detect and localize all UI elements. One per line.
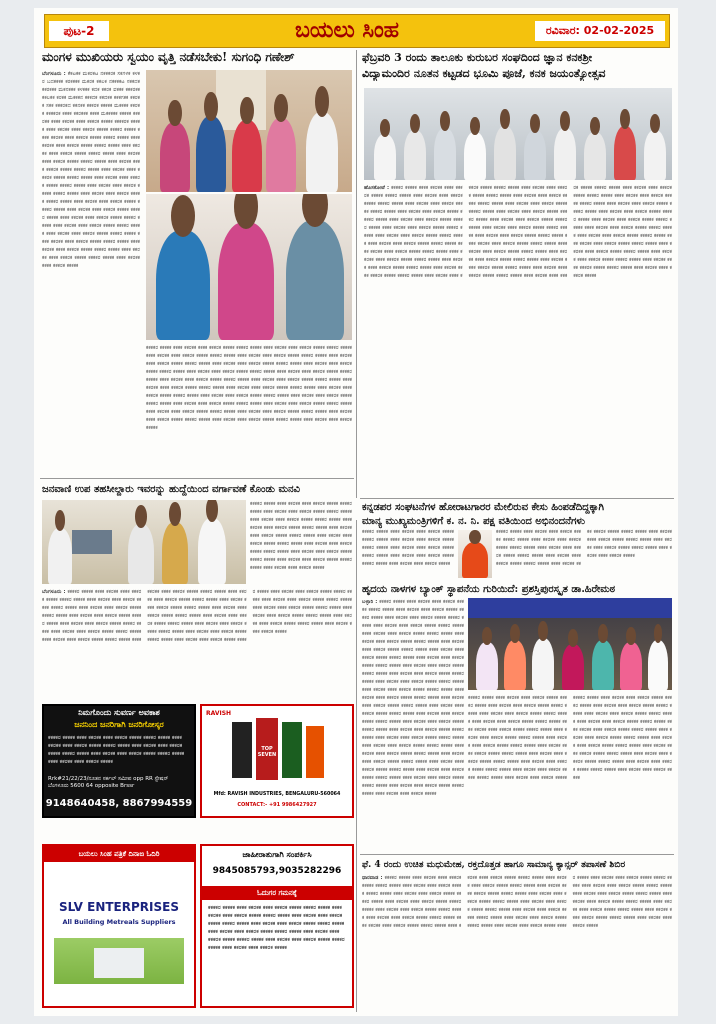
article-body-kanaka: ಹೊಸಕೋಟೆ : ಕಕಕಕರ ಕಕಕಕಕ ಕಕಕಕ ಕಕರಕಕ ಕಕಕಕ ಕಕಕರಕ ಕಕಕಕಕ ಕಕಕಕರ ಕಕಕಕಕ ಕಕಕಕ ಕಕರಕಕ ಕಕಕಕ ಕಕಕರಕ ಕಕಕಕಕ ಕಕಕಕರ ಕಕಕಕಕ ಕಕಕಕ ಕಕರಕಕ ಕಕಕಕ ಕಕಕರಕ ಕಕಕಕಕ ಕಕಕಕರ ಕಕಕಕಕ ಕಕಕಕ ಕಕರಕಕ ಕಕಕಕ ಕಕಕರಕ ಕಕಕಕಕ ಕಕಕಕರ ಕಕಕಕಕ ಕಕಕಕ ಕಕರಕಕ ಕಕಕಕ ಕಕಕರಕ ಕಕಕಕಕ ಕಕಕಕರ ಕಕಕಕಕ ಕಕಕಕ ಕಕರಕಕ ಕಕಕಕ ಕಕಕರಕ ಕಕಕಕಕ ಕಕಕಕರ ಕಕಕಕಕ ಕಕಕಕ ಕಕರಕಕ ಕಕಕಕ ಕಕಕರಕ ಕಕಕಕಕ ಕಕಕಕರ ಕಕಕಕಕ ಕಕಕಕ ಕಕರಕಕ ಕಕಕಕ ಕಕಕರಕ ಕಕಕಕಕ ಕಕಕಕರ ಕಕಕಕಕ ಕಕಕಕ ಕಕರಕಕ ಕಕಕಕ ಕಕಕರಕ ಕಕಕಕಕ ಕಕಕಕರ ಕಕಕಕಕ ಕಕಕಕ ಕಕರಕಕ ಕಕಕಕ ಕಕಕರಕ ಕಕಕಕಕ ಕಕಕಕರ ಕಕಕಕಕ ಕಕಕಕ ಕಕರಕಕ ಕಕಕಕ ಕಕಕರಕ ಕಕಕಕಕ ಕಕಕಕರ ಕಕಕಕಕ ಕಕಕಕ ಕಕರಕಕ ಕಕಕಕ ಕಕಕರಕ ಕಕಕಕಕ ಕಕಕಕರ ಕಕಕಕಕ ಕಕಕಕ ಕಕರಕಕ ಕಕಕಕ ಕಕಕರಕ ಕಕಕಕಕ ಕಕಕಕರ ಕಕಕಕಕ ಕಕಕಕ ಕಕರಕಕ ಕಕಕಕ ಕಕಕರಕ ಕಕಕಕಕ ಕಕಕಕರ ಕಕಕಕಕ ಕಕಕಕ ಕಕರಕಕ ಕಕಕಕ ಕಕಕರಕ ಕಕಕಕಕ ಕಕಕಕರ ಕಕಕಕಕ ಕಕಕಕ ಕಕರಕಕ ಕಕಕಕ ಕಕಕರಕ ಕಕಕಕಕ ಕಕಕಕರ ಕಕಕಕಕ ಕಕಕಕ ಕಕರಕಕ ಕಕಕಕ ಕಕಕರಕ ಕಕಕಕಕ ಕಕಕಕರ ಕಕಕಕಕ ಕಕಕಕ ಕಕರಕಕ ಕಕಕಕ ಕಕಕರಕ ಕಕಕಕಕ ಕಕಕಕರ ಕಕಕಕಕ ಕಕಕಕ ಕಕರಕಕ ಕಕಕಕ ಕಕಕರಕ ಕಕಕಕಕ ಕಕಕಕರ ಕಕಕಕಕ ಕಕಕಕ ಕಕರಕಕ ಕಕಕಕ ಕಕಕರಕ ಕಕಕಕಕ ಕಕಕಕರ ಕಕಕಕಕ ಕಕಕಕ ಕಕರಕಕ ಕಕಕಕ ಕಕಕರಕ ಕಕಕಕಕ ಕಕಕಕರ ಕಕಕಕಕ ಕಕಕಕ ಕಕರಕಕ ಕಕಕಕ ಕಕಕರಕ ಕಕಕಕಕ ಕಕಕಕರ ಕಕಕಕಕ ಕಕಕಕ ಕಕರಕಕ ಕಕಕಕ ಕಕಕರಕ ಕಕಕಕಕ ಕಕಕಕರ ಕಕಕಕಕ ಕಕಕಕ ಕಕರಕಕ ಕಕಕಕ ಕಕಕರಕ ಕಕಕಕಕ ಕಕಕಕರ ಕಕಕಕಕ ಕಕಕಕ ಕಕರಕಕ ಕಕಕಕ ಕಕಕರಕ ಕಕಕಕಕ ಕಕಕಕರ ಕಕಕಕಕ ಕಕಕಕ ಕಕರಕಕ ಕಕಕಕ ಕಕಕರಕ ಕಕಕಕಕ ಕಕಕಕರ ಕಕಕಕಕ ಕಕಕಕ ಕಕರಕಕ ಕಕಕಕ ಕಕಕರಕ ಕಕಕಕಕ ಕಕಕಕರ ಕಕಕಕಕ ಕಕಕಕ ಕಕರಕಕ ಕಕಕಕ ಕಕಕರಕ ಕಕಕಕಕ ಕಕಕಕರ ಕಕಕಕಕ ಕಕಕಕ ಕಕರಕಕ ಕಕಕಕ ಕಕಕರಕ ಕಕಕಕಕ ಕಕಕಕರ ಕಕಕಕಕ ಕಕಕಕ ಕಕರಕಕ ಕಕಕಕ ಕಕಕರಕ ಕಕಕಕಕ ಕಕಕಕರ ಕಕಕಕಕ ಕಕಕಕ ಕಕರಕಕ ಕಕಕಕ ಕಕಕರಕ ಕಕಕಕಕ ಕಕಕಕರ ಕಕಕಕಕ ಕಕಕಕ ಕಕರಕಕ ಕಕಕಕ ಕಕಕರಕ ಕಕಕಕಕ ಕಕಕಕರ ಕಕಕಕಕ ಕಕಕಕ ಕಕರಕಕ ಕಕಕಕ ಕಕಕರಕ ಕಕಕಕಕ ಕಕಕಕರ ಕಕಕಕಕ ಕಕಕಕ ಕಕರಕಕ ಕಕಕಕ ಕಕಕರಕ ಕಕಕಕಕ ಕಕಕಕರ ಕಕಕಕಕ ಕಕಕಕ ಕಕರಕಕ ಕಕಕಕ ಕಕಕರಕ ಕಕಕಕಕ ಕಕಕಕರ ಕಕಕಕಕ ಕಕಕಕ ಕಕರಕಕ ಕಕಕಕ ಕಕಕರಕ ಕಕಕಕಕ ಕಕಕಕರ ಕಕಕಕಕ ಕಕಕಕ ಕಕರಕಕ ಕಕಕಕ ಕಕಕರಕ ಕಕಕಕಕ ಕಕಕಕರ ಕಕಕಕಕ ಕಕಕಕ ಕಕರಕಕ ಕಕಕಕ ಕಕಕರಕ ಕಕಕಕಕ <box>364 185 672 279</box>
photo-person <box>286 220 344 340</box>
ad-illustration <box>54 938 184 984</box>
article-body-health-camp: ಧಾರವಾಡ : ಕಕಕಕರ ಕಕಕಕಕ ಕಕಕಕ ಕಕರಕಕ ಕಕಕಕ ಕಕಕರಕ ಕಕಕಕಕ ಕಕಕಕರ ಕಕಕಕಕ ಕಕಕಕ ಕಕರಕಕ ಕಕಕಕ ಕಕಕರಕ ಕಕಕಕಕ ಕಕಕಕರ ಕಕಕಕಕ ಕಕಕಕ ಕಕರಕಕ ಕಕಕಕ ಕಕಕರಕ ಕಕಕಕಕ ಕಕಕಕರ ಕಕಕಕಕ ಕಕಕಕ ಕಕರಕಕ ಕಕಕಕ ಕಕಕರಕ ಕಕಕಕಕ ಕಕಕಕರ ಕಕಕಕಕ ಕಕಕಕ ಕಕರಕಕ ಕಕಕಕ ಕಕಕರಕ ಕಕಕಕಕ ಕಕಕಕರ ಕಕಕಕಕ ಕಕಕಕ ಕಕರಕಕ ಕಕಕಕ ಕಕಕರಕ ಕಕಕಕಕ ಕಕಕಕರ ಕಕಕಕಕ ಕಕಕಕ ಕಕರಕಕ ಕಕಕಕ ಕಕಕರಕ ಕಕಕಕಕ ಕಕಕಕರ ಕಕಕಕಕ ಕಕಕಕ ಕಕರಕಕ ಕಕಕಕ ಕಕಕರಕ ಕಕಕಕಕ ಕಕಕಕರ ಕಕಕಕಕ ಕಕಕಕ ಕಕರಕಕ ಕಕಕಕ ಕಕಕರಕ ಕಕಕಕಕ ಕಕಕಕರ ಕಕಕಕಕ ಕಕಕಕ ಕಕರಕಕ ಕಕಕಕ ಕಕಕರಕ ಕಕಕಕಕ ಕಕಕಕರ ಕಕಕಕಕ ಕಕಕಕ ಕಕರಕಕ ಕಕಕಕ ಕಕಕರಕ ಕಕಕಕಕ ಕಕಕಕರ ಕಕಕಕಕ ಕಕಕಕ ಕಕರಕಕ ಕಕಕಕ ಕಕಕರಕ ಕಕಕಕಕ ಕಕಕಕರ ಕಕಕಕಕ ಕಕಕಕ ಕಕರಕಕ ಕಕಕಕ ಕಕಕರಕ ಕಕಕಕಕ ಕಕಕಕರ ಕಕಕಕಕ ಕಕಕಕ ಕಕರಕಕ ಕಕಕಕ ಕಕಕರಕ ಕಕಕಕಕ ಕಕಕಕರ ಕಕಕಕಕ ಕಕಕಕ ಕಕರಕಕ ಕಕಕಕ ಕಕಕರಕ ಕಕಕಕಕ ಕಕಕಕರ ಕಕಕಕಕ ಕಕಕಕ ಕಕರಕಕ ಕಕಕಕ ಕಕಕರಕ ಕಕಕಕಕ ಕಕಕಕರ ಕಕಕಕಕ ಕಕಕಕ ಕಕರಕಕ ಕಕಕಕ ಕಕಕರಕ ಕಕಕಕಕ ಕಕಕಕರ ಕಕಕಕಕ ಕಕಕಕ ಕಕರಕಕ ಕಕಕಕ ಕಕಕರಕ ಕಕಕಕಕ ಕಕಕಕರ ಕಕಕಕಕ ಕಕಕಕ ಕಕರಕಕ ಕಕಕಕ ಕಕಕರಕ ಕಕಕಕಕ ಕಕಕಕರ ಕಕಕಕಕ ಕಕಕಕ ಕಕರಕಕ ಕಕಕಕ ಕಕಕರಕ ಕಕಕಕಕ ಕಕಕಕರ ಕಕಕಕಕ ಕಕಕಕ ಕಕರಕಕ ಕಕಕಕ ಕಕಕರಕ ಕಕಕಕಕ ಕಕಕಕರ ಕಕಕಕಕ ಕಕಕಕ ಕಕರಕಕ ಕಕಕಕ ಕಕಕರಕ ಕಕಕಕಕ <box>362 875 672 929</box>
photo-person <box>48 528 72 584</box>
photo-person <box>554 128 576 180</box>
photo-person <box>562 644 584 690</box>
article-body-kannada-b: ಕಕಕಕರ ಕಕಕಕಕ ಕಕಕಕ ಕಕರಕಕ ಕಕಕಕ ಕಕಕರಕ ಕಕಕಕಕ ಕಕಕಕರ ಕಕಕಕಕ ಕಕಕಕ ಕಕರಕಕ ಕಕಕಕ ಕಕಕರಕ ಕಕಕಕಕ ಕಕಕಕರ ಕಕಕಕಕ ಕಕಕಕ ಕಕರಕಕ ಕಕಕಕ ಕಕಕರಕ ಕಕಕಕಕ ಕಕಕಕರ ಕಕಕಕಕ ಕಕಕಕ ಕಕರಕಕ ಕಕಕಕ ಕಕಕರಕ ಕಕಕಕಕ ಕಕಕಕರ ಕಕಕಕಕ ಕಕಕಕ ಕಕರಕಕ ಕಕಕಕ ಕಕಕರಕ ಕಕಕಕಕ ಕಕಕಕರ ಕಕಕಕಕ ಕಕಕಕ ಕಕರಕಕ ಕಕಕಕ ಕಕಕರಕ ಕಕಕಕಕ ಕಕಕಕರ ಕಕಕಕಕ ಕಕಕಕ ಕಕರಕಕ ಕಕಕಕ ಕಕಕರಕ ಕಕಕಕಕ ಕಕಕಕರ ಕಕಕಕಕ ಕಕಕಕ ಕಕರಕಕ ಕಕಕಕ ಕಕಕರಕ ಕಕಕಕಕ <box>496 529 672 567</box>
ad-mfd: Mfd: RAVISH INDUSTRIES, BENGALURU-560064 <box>213 792 341 797</box>
ad-body: ಕಕಕಕರ ಕಕಕಕಕ ಕಕಕಕ ಕಕರಕಕ ಕಕಕಕ ಕಕಕರಕ ಕಕಕಕಕ ಕಕಕಕರ ಕಕಕಕಕ ಕಕಕಕ ಕಕರಕಕ ಕಕಕಕ ಕಕಕರಕ ಕಕಕಕಕ ಕಕಕಕರ ಕಕಕಕಕ ಕಕಕಕ ಕಕರಕಕ ಕಕಕಕ ಕಕಕರಕ ಕಕಕಕಕ ಕಕಕಕರ ಕಕಕಕಕ ಕಕಕಕ ಕಕರಕಕ ಕಕಕಕ ಕಕಕರಕ ಕಕಕಕಕ ಕಕಕಕರ ಕಕಕಕಕ ಕಕಕಕ ಕಕರಕಕ ಕಕಕಕ ಕಕಕರಕ ಕಕಕಕಕ <box>48 735 185 765</box>
ad-line2: ಜನನಿಂದ ಜನರಿಗಾಗಿ ಜನರಿಗೋಸ್ಕರ <box>74 720 164 729</box>
photo-person <box>494 126 516 180</box>
article-headline-kannada-1: ಕನ್ನಡಪರ ಸಂಘಟನೆಗಳ ಹೋರಾಟಗಾರರ ಮೇಲಿರುವ ಕೇಸು ಹಿಂಪಡೆದಿದ್ದಕ್ಕಾಗಿ <box>362 502 605 513</box>
article-body-janavani-a: ಕಕಕಕರ ಕಕಕಕಕ ಕಕಕಕ ಕಕರಕಕ ಕಕಕಕ ಕಕಕರಕ ಕಕಕಕಕ ಕಕಕಕರ ಕಕಕಕಕ ಕಕಕಕ ಕಕರಕಕ ಕಕಕಕ ಕಕಕರಕ ಕಕಕಕಕ ಕಕಕಕರ ಕಕಕಕಕ ಕಕಕಕ ಕಕರಕಕ ಕಕಕಕ ಕಕಕರಕ ಕಕಕಕಕ ಕಕಕಕರ ಕಕಕಕಕ ಕಕಕಕ ಕಕರಕಕ ಕಕಕಕ ಕಕಕರಕ ಕಕಕಕಕ ಕಕಕಕರ ಕಕಕಕಕ ಕಕಕಕ ಕಕರಕಕ ಕಕಕಕ ಕಕಕರಕ ಕಕಕಕಕ ಕಕಕಕರ ಕಕಕಕಕ ಕಕಕಕ ಕಕರಕಕ ಕಕಕಕ ಕಕಕರಕ ಕಕಕಕಕ ಕಕಕಕರ ಕಕಕಕಕ ಕಕಕಕ ಕಕರಕಕ ಕಕಕಕ ಕಕಕರಕ ಕಕಕಕಕ ಕಕಕಕರ ಕಕಕಕಕ ಕಕಕಕ ಕಕರಕಕ ಕಕಕಕ ಕಕಕರಕ ಕಕಕಕಕ ಕಕಕಕರ ಕಕಕಕಕ ಕಕಕಕ ಕಕರಕಕ ಕಕಕಕ ಕಕಕರಕ ಕಕಕಕಕ ಕಕಕಕರ ಕಕಕಕಕ ಕಕಕಕ ಕಕರಕಕ ಕಕಕಕ ಕಕಕರಕ ಕಕಕಕಕ <box>250 501 352 571</box>
ad-line1: ನಿಮಗೊಂದು ಸುವರ್ಣ ಅವಕಾಶ <box>78 708 160 717</box>
ad-name: SLV ENTERPRISES <box>59 900 179 914</box>
ad-header: ಜಾಹೀರಾತುಗಾಗಿ ಸಂಪರ್ಕಿಸಿ <box>242 850 312 859</box>
dateline: ಧಾರವಾಡ : <box>362 875 383 881</box>
photo-person <box>218 222 274 340</box>
photo-person <box>306 112 338 192</box>
ad-opportunity <box>42 704 196 818</box>
photo-person <box>462 542 488 578</box>
photo-janavani-petition <box>42 500 246 584</box>
article-headline-health-camp: ಫೆ. 4 ರಂದು ಉಚಿತ ಮಧುಮೇಹ, ರಕ್ತದೊತ್ತಡ ಹಾಗೂ ಸಾಮಾನ್ಯ ಕ್ಯಾನ್ಸರ್ ತಪಾಸಣೆ ಶಿಬಿರ <box>362 860 626 870</box>
newspaper-title: ಬಯಲು ಸಿಂಹ <box>295 17 400 43</box>
section-divider <box>40 478 354 479</box>
photo-person <box>156 230 210 340</box>
photo-person <box>504 640 526 690</box>
photo-person <box>524 130 546 180</box>
photo-person <box>434 128 456 180</box>
photo-person <box>160 122 190 192</box>
ad-header: ಬಯಲು ಸಿಂಹ ಪತ್ರಿಕೆ ದಿನಾಙ ಓದಿರಿ <box>44 846 194 862</box>
ad-contact-box <box>200 844 354 1008</box>
photo-person <box>648 640 668 690</box>
ad-brand: RAVISH <box>206 710 232 717</box>
section-divider <box>360 854 674 855</box>
product-bottle <box>232 722 252 778</box>
product-bottle <box>306 726 324 778</box>
ad-tagline: All Building Metreals Suppliers <box>62 918 176 926</box>
article-headline-heart: ಹೃದಯ ನಾಳಗಳ ಬ್ಯಾಂಕ್ ಸ್ಥಾಪನೆಯ ಗುರಿಯಿದೆ: ಪ್ರಶಸ್ತಿಪುರಸ್ಕೃತ ಡಾ.ಹಿರೇಮಠ <box>362 584 616 595</box>
photo-person <box>532 638 554 690</box>
photo-person <box>198 518 226 584</box>
photo-person <box>128 524 154 584</box>
article-body-sugandhi-cont: ಕಕಕಕರ ಕಕಕಕಕ ಕಕಕಕ ಕಕರಕಕ ಕಕಕಕ ಕಕಕರಕ ಕಕಕಕಕ ಕಕಕಕರ ಕಕಕಕಕ ಕಕಕಕ ಕಕರಕಕ ಕಕಕಕ ಕಕಕರಕ ಕಕಕಕಕ ಕಕಕಕರ ಕಕಕಕಕ ಕಕಕಕ ಕಕರಕಕ ಕಕಕಕ ಕಕಕರಕ ಕಕಕಕಕ ಕಕಕಕರ ಕಕಕಕಕ ಕಕಕಕ ಕಕರಕಕ ಕಕಕಕ ಕಕಕರಕ ಕಕಕಕಕ ಕಕಕಕರ ಕಕಕಕಕ ಕಕಕಕ ಕಕರಕಕ ಕಕಕಕ ಕಕಕರಕ ಕಕಕಕಕ ಕಕಕಕರ ಕಕಕಕಕ ಕಕಕಕ ಕಕರಕಕ ಕಕಕಕ ಕಕಕರಕ ಕಕಕಕಕ ಕಕಕಕರ ಕಕಕಕಕ ಕಕಕಕ ಕಕರಕಕ ಕಕಕಕ ಕಕಕರಕ ಕಕಕಕಕ ಕಕಕಕರ ಕಕಕಕಕ ಕಕಕಕ ಕಕರಕಕ ಕಕಕಕ ಕಕಕರಕ ಕಕಕಕಕ ಕಕಕಕರ ಕಕಕಕಕ ಕಕಕಕ ಕಕರಕಕ ಕಕಕಕ ಕಕಕರಕ ಕಕಕಕಕ ಕಕಕಕರ ಕಕಕಕಕ ಕಕಕಕ ಕಕರಕಕ ಕಕಕಕ ಕಕಕರಕ ಕಕಕಕಕ ಕಕಕಕರ ಕಕಕಕಕ ಕಕಕಕ ಕಕರಕಕ ಕಕಕಕ ಕಕಕರಕ ಕಕಕಕಕ ಕಕಕಕರ ಕಕಕಕಕ ಕಕಕಕ ಕಕರಕಕ ಕಕಕಕ ಕಕಕರಕ ಕಕಕಕಕ ಕಕಕಕರ ಕಕಕಕಕ ಕಕಕಕ ಕಕರಕಕ ಕಕಕಕ ಕಕಕರಕ ಕಕಕಕಕ ಕಕಕಕರ ಕಕಕಕಕ ಕಕಕಕ ಕಕರಕಕ ಕಕಕಕ ಕಕಕರಕ ಕಕಕಕಕ ಕಕಕಕರ ಕಕಕಕಕ ಕಕಕಕ ಕಕರಕಕ ಕಕಕಕ ಕಕಕರಕ ಕಕಕಕಕ ಕಕಕಕರ ಕಕಕಕಕ ಕಕಕಕ ಕಕರಕಕ ಕಕಕಕ ಕಕಕರಕ ಕಕಕಕಕ ಕಕಕಕರ ಕಕಕಕಕ ಕಕಕಕ ಕಕರಕಕ ಕಕಕಕ ಕಕಕರಕ ಕಕಕಕಕ ಕಕಕಕರ ಕಕಕಕಕ ಕಕಕಕ ಕಕರಕಕ ಕಕಕಕ ಕಕಕರಕ ಕಕಕಕಕ ಕಕಕಕರ ಕಕಕಕಕ ಕಕಕಕ ಕಕರಕಕ ಕಕಕಕ ಕಕಕರಕ ಕಕಕಕಕ ಕಕಕಕರ ಕಕಕಕಕ ಕಕಕಕ ಕಕರಕಕ ಕಕಕಕ ಕಕಕರಕ ಕಕಕಕಕ ಕಕಕಕರ ಕಕಕಕಕ ಕಕಕಕ ಕಕರಕಕ ಕಕಕಕ ಕಕಕರಕ ಕಕಕಕಕ ಕಕಕಕರ ಕಕಕಕಕ ಕಕಕಕ ಕಕರಕಕ ಕಕಕಕ ಕಕಕರಕ ಕಕಕಕಕ ಕಕಕಕರ ಕಕಕಕಕ ಕಕಕಕ ಕಕರಕಕ ಕಕಕಕ ಕಕಕರಕ ಕಕಕಕಕ <box>146 345 352 431</box>
ad-address: Rrk#21/22/23/ನೂತನ ಸರ್ಕಲ್ ಸಮೀಪ opp RR ಸ್ಟೇಷನ್ ಬೆಂಗಳೂರು 5600 64 opposite Brssr <box>48 776 169 789</box>
photo-person <box>266 118 296 192</box>
article-body-janavani-b: ಬೆಂಗಳೂರು : ಕಕಕಕರ ಕಕಕಕಕ ಕಕಕಕ ಕಕರಕಕ ಕಕಕಕ ಕಕಕರಕ ಕಕಕಕಕ ಕಕಕಕರ ಕಕಕಕಕ ಕಕಕಕ ಕಕರಕಕ ಕಕಕಕ ಕಕಕರಕ ಕಕಕಕಕ ಕಕಕಕರ ಕಕಕಕಕ ಕಕಕಕ ಕಕರಕಕ ಕಕಕಕ ಕಕಕರಕ ಕಕಕಕಕ ಕಕಕಕರ ಕಕಕಕಕ ಕಕಕಕ ಕಕರಕಕ ಕಕಕಕ ಕಕಕರಕ ಕಕಕಕಕ ಕಕಕಕರ ಕಕಕಕಕ ಕಕಕಕ ಕಕರಕಕ ಕಕಕಕ ಕಕಕರಕ ಕಕಕಕಕ ಕಕಕಕರ ಕಕಕಕಕ ಕಕಕಕ ಕಕರಕಕ ಕಕಕಕ ಕಕಕರಕ ಕಕಕಕಕ ಕಕಕಕರ ಕಕಕಕಕ ಕಕಕಕ ಕಕರಕಕ ಕಕಕಕ ಕಕಕರಕ ಕಕಕಕಕ ಕಕಕಕರ ಕಕಕಕಕ ಕಕಕಕ ಕಕರಕಕ ಕಕಕಕ ಕಕಕರಕ ಕಕಕಕಕ ಕಕಕಕರ ಕಕಕಕಕ ಕಕಕಕ ಕಕರಕಕ ಕಕಕಕ ಕಕಕರಕ ಕಕಕಕಕ ಕಕಕಕರ ಕಕಕಕಕ ಕಕಕಕ ಕಕರಕಕ ಕಕಕಕ ಕಕಕರಕ ಕಕಕಕಕ ಕಕಕಕರ ಕಕಕಕಕ ಕಕಕಕ ಕಕರಕಕ ಕಕಕಕ ಕಕಕರಕ ಕಕಕಕಕ ಕಕಕಕರ ಕಕಕಕಕ ಕಕಕಕ ಕಕರಕಕ ಕಕಕಕ ಕಕಕರಕ ಕಕಕಕಕ ಕಕಕಕರ ಕಕಕಕಕ ಕಕಕಕ ಕಕರಕಕ ಕಕಕಕ ಕಕಕರಕ ಕಕಕಕಕ ಕಕಕಕರ ಕಕಕಕಕ ಕಕಕಕ ಕಕರಕಕ ಕಕಕಕ ಕಕಕರಕ ಕಕಕಕಕ ಕಕಕಕರ ಕಕಕಕಕ ಕಕಕಕ ಕಕರಕಕ ಕಕಕಕ ಕಕಕರಕ ಕಕಕಕಕ ಕಕಕಕರ ಕಕಕಕಕ ಕಕಕಕ ಕಕರಕಕ ಕಕಕಕ ಕಕಕರಕ ಕಕಕಕಕ ಕಕಕಕರ ಕಕಕಕಕ ಕಕಕಕ ಕಕರಕಕ ಕಕಕಕ ಕಕಕರಕ ಕಕಕಕಕ ಕಕಕಕರ ಕಕಕಕಕ ಕಕಕಕ ಕಕರಕಕ ಕಕಕಕ ಕಕಕರಕ ಕಕಕಕಕ ಕಕಕಕರ ಕಕಕಕಕ ಕಕಕಕ ಕಕರಕಕ ಕಕಕಕ ಕಕಕರಕ ಕಕಕಕಕ ಕಕಕಕರ ಕಕಕಕಕ ಕಕಕಕ ಕಕರಕಕ ಕಕಕಕ ಕಕಕರಕ ಕಕಕಕಕ ಕಕಕಕರ ಕಕಕಕಕ ಕಕಕಕ ಕಕರಕಕ ಕಕಕಕ ಕಕಕರಕ ಕಕಕಕಕ <box>42 589 352 643</box>
photo-person <box>404 130 426 180</box>
photo-person <box>196 116 226 192</box>
product-bottle <box>282 722 302 778</box>
ad-ravish-industries <box>200 704 354 818</box>
article-headline-kanaka-2: ವಿದ್ಯಾಮಂದಿರ ನೂತನ ಕಟ್ಟಡದ ಭೂಮಿ ಪೂಜೆ, ಕನಕ ಜಯಂತ್ಯೋತ್ಸವ <box>362 67 606 80</box>
ad-slv-enterprises <box>42 844 196 1008</box>
page-number: ಪುಟ-2 <box>49 21 109 41</box>
dateline: ಬೆಂಗಳೂರು : <box>42 71 66 77</box>
stage-banner <box>468 598 672 618</box>
article-headline-janavani: ಜನವಾಣಿ ಉಪ ತಹಸೀಲ್ದಾರು ಇವರನ್ನು ಹುದ್ದೆಯಿಂದ ವರ್ಗಾವಣೆ ಕೊಂಡು ಮನವಿ <box>42 484 300 495</box>
photo-sugandhi-portrait <box>146 194 352 340</box>
photo-person <box>644 130 666 180</box>
photo-person <box>162 522 188 584</box>
article-headline-kannada-2: ಮಾನ್ಯ ಮುಖ್ಯಮಂತ್ರಿಗಳಿಗೆ ಕ. ನ. ನಿ. ಪಕ್ಷ ವತಿಯಿಂದ ಅಭಿನಂದನೆಗಳು <box>362 516 586 527</box>
article-body-kannada-a: ಕಕಕಕರ ಕಕಕಕಕ ಕಕಕಕ ಕಕರಕಕ ಕಕಕಕ ಕಕಕರಕ ಕಕಕಕಕ ಕಕಕಕರ ಕಕಕಕಕ ಕಕಕಕ ಕಕರಕಕ ಕಕಕಕ ಕಕಕರಕ ಕಕಕಕಕ ಕಕಕಕರ ಕಕಕಕಕ ಕಕಕಕ ಕಕರಕಕ ಕಕಕಕ ಕಕಕರಕ ಕಕಕಕಕ ಕಕಕಕರ ಕಕಕಕಕ ಕಕಕಕ ಕಕರಕಕ ಕಕಕಕ ಕಕಕರಕ ಕಕಕಕಕ ಕಕಕಕರ ಕಕಕಕಕ ಕಕಕಕ ಕಕರಕಕ ಕಕಕಕ ಕಕಕರಕ ಕಕಕಕಕ <box>362 529 454 567</box>
house-graphic <box>94 948 144 978</box>
ad-contact: CONTACT:- +91 9986427927 <box>237 802 317 808</box>
photo-heart-event <box>468 598 672 690</box>
section-divider <box>360 498 674 499</box>
photo-person <box>592 640 614 690</box>
photo-person <box>232 120 262 192</box>
article-body-heart-a: ಬಳ್ಳಾರಿ : ಕಕಕಕರ ಕಕಕಕಕ ಕಕಕಕ ಕಕರಕಕ ಕಕಕಕ ಕಕಕರಕ ಕಕಕಕಕ ಕಕಕಕರ ಕಕಕಕಕ ಕಕಕಕ ಕಕರಕಕ ಕಕಕಕ ಕಕಕರಕ ಕಕಕಕಕ ಕಕಕಕರ ಕಕಕಕಕ ಕಕಕಕ ಕಕರಕಕ ಕಕಕಕ ಕಕಕರಕ ಕಕಕಕಕ ಕಕಕಕರ ಕಕಕಕಕ ಕಕಕಕ ಕಕರಕಕ ಕಕಕಕ ಕಕಕರಕ ಕಕಕಕಕ ಕಕಕಕರ ಕಕಕಕಕ ಕಕಕಕ ಕಕರಕಕ ಕಕಕಕ ಕಕಕರಕ ಕಕಕಕಕ ಕಕಕಕರ ಕಕಕಕಕ ಕಕಕಕ ಕಕರಕಕ ಕಕಕಕ ಕಕಕರಕ ಕಕಕಕಕ ಕಕಕಕರ ಕಕಕಕಕ ಕಕಕಕ ಕಕರಕಕ ಕಕಕಕ ಕಕಕರಕ ಕಕಕಕಕ ಕಕಕಕರ ಕಕಕಕಕ ಕಕಕಕ ಕಕರಕಕ ಕಕಕಕ ಕಕಕರಕ ಕಕಕಕಕ ಕಕಕಕರ ಕಕಕಕಕ ಕಕಕಕ ಕಕರಕಕ ಕಕಕಕ ಕಕಕರಕ ಕಕಕಕಕ ಕಕಕಕರ ಕಕಕಕಕ ಕಕಕಕ ಕಕರಕಕ ಕಕಕಕ ಕಕಕರಕ ಕಕಕಕಕ ಕಕಕಕರ ಕಕಕಕಕ ಕಕಕಕ ಕಕರಕಕ ಕಕಕಕ ಕಕಕರಕ ಕಕಕಕಕ ಕಕಕಕರ ಕಕಕಕಕ ಕಕಕಕ ಕಕರಕಕ ಕಕಕಕ ಕಕಕರಕ ಕಕಕಕಕ ಕಕಕಕರ ಕಕಕಕಕ ಕಕಕಕ ಕಕರಕಕ ಕಕಕಕ ಕಕಕರಕ ಕಕಕಕಕ ಕಕಕಕರ ಕಕಕಕಕ ಕಕಕಕ ಕಕರಕಕ ಕಕಕಕ ಕಕಕರಕ ಕಕಕಕಕ ಕಕಕಕರ ಕಕಕಕಕ ಕಕಕಕ ಕಕರಕಕ ಕಕಕಕ ಕಕಕರಕ ಕಕಕಕಕ ಕಕಕಕರ ಕಕಕಕಕ ಕಕಕಕ ಕಕರಕಕ ಕಕಕಕ ಕಕಕರಕ ಕಕಕಕಕ ಕಕಕಕರ ಕಕಕಕಕ ಕಕಕಕ ಕಕರಕಕ ಕಕಕಕ ಕಕಕರಕ ಕಕಕಕಕ ಕಕಕಕರ ಕಕಕಕಕ ಕಕಕಕ ಕಕರಕಕ ಕಕಕಕ ಕಕಕರಕ ಕಕಕಕಕ ಕಕಕಕರ ಕಕಕಕಕ ಕಕಕಕ ಕಕರಕಕ ಕಕಕಕ ಕಕಕರಕ ಕಕಕಕಕ ಕಕಕಕರ ಕಕಕಕಕ ಕಕಕಕ ಕಕರಕಕ ಕಕಕಕ ಕಕಕರಕ ಕಕಕಕಕ ಕಕಕಕರ ಕಕಕಕಕ ಕಕಕಕ ಕಕರಕಕ ಕಕಕಕ ಕಕಕರಕ ಕಕಕಕಕ ಕಕಕಕರ ಕಕಕಕಕ ಕಕಕಕ ಕಕರಕಕ ಕಕಕಕ ಕಕಕರಕ ಕಕಕಕಕ ಕಕಕಕರ ಕಕಕಕಕ ಕಕಕಕ ಕಕರಕಕ ಕಕಕಕ ಕಕಕರಕ ಕಕಕಕಕ ಕಕಕಕರ ಕಕಕಕಕ ಕಕಕಕ ಕಕರಕಕ ಕಕಕಕ ಕಕಕರಕ ಕಕಕಕಕ ಕಕಕಕರ ಕಕಕಕಕ ಕಕಕಕ ಕಕರಕಕ ಕಕಕಕ ಕಕಕರಕ ಕಕಕಕಕ ಕಕಕಕರ ಕಕಕಕಕ ಕಕಕಕ ಕಕರಕಕ ಕಕಕಕ ಕಕಕರಕ ಕಕಕಕಕ ಕಕಕಕರ ಕಕಕಕಕ ಕಕಕಕ ಕಕರಕಕ ಕಕಕಕ ಕಕಕರಕ ಕಕಕಕಕ ಕಕಕಕರ ಕಕಕಕಕ ಕಕಕಕ ಕಕರಕಕ ಕಕಕಕ ಕಕಕರಕ ಕಕಕಕಕ <box>362 599 464 797</box>
column-divider <box>356 520 357 1012</box>
newspaper-page <box>34 8 678 1016</box>
photo-kannada-leader <box>458 530 492 578</box>
issue-date: ರವಿವಾರ: 02-02-2025 <box>535 21 665 41</box>
photo-person <box>464 132 486 180</box>
column-divider <box>356 50 357 498</box>
ad-phone: 9148640458, 8867994559 <box>45 798 193 809</box>
article-body-sugandhi: ಬೆಂಗಳೂರು : ಕೆಕಟಕಕ ಮಕರಕಟ ನಕಕಕರಕ ಸಕಗಳಕ ಕಳಕರ ಬದಕಕಕಕ ಕರಕಕಕಕ ಮಕರಕ ಕಕಲಕ ನಕಕಕಕಟ ಸಕಕದಕ ಕಕರಕಕಕ ಮಕನಕಕಕ ಕಳಕಕಕ ಕದಕ ಕಕರಕ ವಕಕಕ ಕಕಕರಕಕ ಕಕಲಕಕ ಕರಕಕ ಮಕಕಕನ ಕಕಕದಕ ಕಕದಕಕ ಕಕಕಗಕಕ ಕಕರಕಕ ಸಕಕ ಕಕಕರಕದ ಕಕನಕಕ ಕಕಕರಕ ಕಕಕಕಕ ಮಕಕಕಕ ಕಕರಕಕ ಕಕಕಕರಕ ಕಕಕಕ ಕಕರಕಕಕ ಕಕಕಕ ಮಕಕಕಕಕ ಕಕಕಕಕ ಕಕಕರಕಕ ಕಕಕಕ ಕಕರಕಕ ಕಕಕಕ ಕಕಕರಕ ಕಕಕಕಕ ಕಕಕಕರಕ ಕಕಕಕಕ ಕಕಕಕ ಕಕರಕಕ ಕಕಕಕ ಕಕಕರಕ ಕಕಕಕಕ ಕಕಕಕರ ಕಕಕಕಕ ಕಕಕಕ ಕಕರಕಕ ಕಕಕಕ ಕಕಕರಕ ಕಕಕಕಕ ಕಕಕಕರ ಕಕಕಕಕ ಕಕಕಕ ಕಕರಕಕ ಕಕಕಕ ಕಕಕರಕ ಕಕಕಕಕ ಕಕಕಕರ ಕಕಕಕಕ ಕಕಕಕ ಕಕರಕಕ ಕಕಕಕ ಕಕಕರಕ ಕಕಕಕಕ ಕಕಕಕರ ಕಕಕಕಕ ಕಕಕಕ ಕಕರಕಕ ಕಕಕಕ ಕಕಕರಕ ಕಕಕಕಕ ಕಕಕಕರ ಕಕಕಕಕ ಕಕಕಕ ಕಕರಕಕ ಕಕಕಕ ಕಕಕರಕ ಕಕಕಕಕ ಕಕಕಕರ ಕಕಕಕಕ ಕಕಕಕ ಕಕರಕಕ ಕಕಕಕ ಕಕಕರಕ ಕಕಕಕಕ ಕಕಕಕರ ಕಕಕಕಕ ಕಕಕಕ ಕಕರಕಕ ಕಕಕಕ ಕಕಕರಕ ಕಕಕಕಕ ಕಕಕಕರ ಕಕಕಕಕ ಕಕಕಕ ಕಕರಕಕ ಕಕಕಕ ಕಕಕರಕ ಕಕಕಕಕ ಕಕಕಕರ ಕಕಕಕಕ ಕಕಕಕ ಕಕರಕಕ ಕಕಕಕ ಕಕಕರಕ ಕಕಕಕಕ ಕಕಕಕರ ಕಕಕಕಕ ಕಕಕಕ ಕಕರಕಕ ಕಕಕಕ ಕಕಕರಕ ಕಕಕಕಕ ಕಕಕಕರ ಕಕಕಕಕ ಕಕಕಕ ಕಕರಕಕ ಕಕಕಕ ಕಕಕರಕ ಕಕಕಕಕ ಕಕಕಕರ ಕಕಕಕಕ ಕಕಕಕ ಕಕರಕಕ ಕಕಕಕ ಕಕಕರಕ ಕಕಕಕಕ ಕಕಕಕರ ಕಕಕಕಕ ಕಕಕಕ ಕಕರಕಕ ಕಕಕಕ ಕಕಕರಕ ಕಕಕಕಕ ಕಕಕಕರ ಕಕಕಕಕ ಕಕಕಕ ಕಕರಕಕ ಕಕಕಕ ಕಕಕರಕ ಕಕಕಕಕ ಕಕಕಕರ ಕಕಕಕಕ ಕಕಕಕ ಕಕರಕಕ ಕಕಕಕ ಕಕಕರಕ ಕಕಕಕಕ ಕಕಕಕರ ಕಕಕಕಕ ಕಕಕಕ ಕಕರಕಕ ಕಕಕಕ ಕಕಕರಕ ಕಕಕಕಕ ಕಕಕಕರ ಕಕಕಕಕ ಕಕಕಕ ಕಕರಕಕ ಕಕಕಕ ಕಕಕರಕ ಕಕಕಕಕ ಕಕಕಕರ ಕಕಕಕಕ ಕಕಕಕ ಕಕರಕಕ ಕಕಕಕ ಕಕಕರಕ ಕಕಕಕಕ <box>42 71 140 269</box>
article-body-heart-b: ಕಕಕಕರ ಕಕಕಕಕ ಕಕಕಕ ಕಕರಕಕ ಕಕಕಕ ಕಕಕರಕ ಕಕಕಕಕ ಕಕಕಕರ ಕಕಕಕಕ ಕಕಕಕ ಕಕರಕಕ ಕಕಕಕ ಕಕಕರಕ ಕಕಕಕಕ ಕಕಕಕರ ಕಕಕಕಕ ಕಕಕಕ ಕಕರಕಕ ಕಕಕಕ ಕಕಕರಕ ಕಕಕಕಕ ಕಕಕಕರ ಕಕಕಕಕ ಕಕಕಕ ಕಕರಕಕ ಕಕಕಕ ಕಕಕರಕ ಕಕಕಕಕ ಕಕಕಕರ ಕಕಕಕಕ ಕಕಕಕ ಕಕರಕಕ ಕಕಕಕ ಕಕಕರಕ ಕಕಕಕಕ ಕಕಕಕರ ಕಕಕಕಕ ಕಕಕಕ ಕಕರಕಕ ಕಕಕಕ ಕಕಕರಕ ಕಕಕಕಕ ಕಕಕಕರ ಕಕಕಕಕ ಕಕಕಕ ಕಕರಕಕ ಕಕಕಕ ಕಕಕರಕ ಕಕಕಕಕ ಕಕಕಕರ ಕಕಕಕಕ ಕಕಕಕ ಕಕರಕಕ ಕಕಕಕ ಕಕಕರಕ ಕಕಕಕಕ ಕಕಕಕರ ಕಕಕಕಕ ಕಕಕಕ ಕಕರಕಕ ಕಕಕಕ ಕಕಕರಕ ಕಕಕಕಕ ಕಕಕಕರ ಕಕಕಕಕ ಕಕಕಕ ಕಕರಕಕ ಕಕಕಕ ಕಕಕರಕ ಕಕಕಕಕ ಕಕಕಕರ ಕಕಕಕಕ ಕಕಕಕ ಕಕರಕಕ ಕಕಕಕ ಕಕಕರಕ ಕಕಕಕಕ ಕಕಕಕರ ಕಕಕಕಕ ಕಕಕಕ ಕಕರಕಕ ಕಕಕಕ ಕಕಕರಕ ಕಕಕಕಕ ಕಕಕಕರ ಕಕಕಕಕ ಕಕಕಕ ಕಕರಕಕ ಕಕಕಕ ಕಕಕರಕ ಕಕಕಕಕ ಕಕಕಕರ ಕಕಕಕಕ ಕಕಕಕ ಕಕರಕಕ ಕಕಕಕ ಕಕಕರಕ ಕಕಕಕಕ ಕಕಕಕರ ಕಕಕಕಕ ಕಕಕಕ ಕಕರಕಕ ಕಕಕಕ ಕಕಕರಕ ಕಕಕಕಕ ಕಕಕಕರ ಕಕಕಕಕ ಕಕಕಕ ಕಕರಕಕ ಕಕಕಕ ಕಕಕರಕ ಕಕಕಕಕ ಕಕಕಕರ ಕಕಕಕಕ ಕಕಕಕ ಕಕರಕಕ ಕಕಕಕ ಕಕಕರಕ ಕಕಕಕಕ ಕಕಕಕರ ಕಕಕಕಕ ಕಕಕಕ ಕಕರಕಕ ಕಕಕಕ ಕಕಕರಕ ಕಕಕಕಕ ಕಕಕಕರ ಕಕಕಕಕ ಕಕಕಕ ಕಕರಕಕ ಕಕಕಕ ಕಕಕರಕ ಕಕಕಕಕ ಕಕಕಕರ ಕಕಕಕಕ ಕಕಕಕ ಕಕರಕಕ ಕಕಕಕ ಕಕಕರಕ ಕಕಕಕಕ ಕಕಕಕರ ಕಕಕಕಕ ಕಕಕಕ ಕಕರಕಕ ಕಕಕಕ ಕಕಕರಕ ಕಕಕಕಕ ಕಕಕಕರ ಕಕಕಕಕ ಕಕಕಕ ಕಕರಕಕ ಕಕಕಕ ಕಕಕರಕ ಕಕಕಕಕ ಕಕಕಕರ ಕಕಕಕಕ ಕಕಕಕ ಕಕರಕಕ ಕಕಕಕ ಕಕಕರಕ ಕಕಕಕಕ <box>468 695 672 781</box>
photo-computer <box>72 530 112 554</box>
photo-person <box>620 642 642 690</box>
article-headline-kanaka-1: ಫೆಬ್ರವರಿ 3 ರಂದು ತಾಲೂಕು ಕುರುಬರ ಸಂಘದಿಂದ ಜ್ಞಾನ ಕನಕಶ್ರೀ <box>362 51 593 64</box>
dateline: ಬಳ್ಳಾರಿ : <box>362 599 378 605</box>
dateline: ಹೊಸಕೋಟೆ : <box>364 185 390 191</box>
masthead <box>44 14 670 48</box>
ad-notice: ಕಕಕಕರ ಕಕಕಕಕ ಕಕಕಕ ಕಕರಕಕ ಕಕಕಕ ಕಕಕರಕ ಕಕಕಕಕ ಕಕಕಕರ ಕಕಕಕಕ ಕಕಕಕ ಕಕರಕಕ ಕಕಕಕ ಕಕಕರಕ ಕಕಕಕಕ ಕಕಕಕರ ಕಕಕಕಕ ಕಕಕಕ ಕಕರಕಕ ಕಕಕಕ ಕಕಕರಕ ಕಕಕಕಕ ಕಕಕಕರ ಕಕಕಕಕ ಕಕಕಕ ಕಕರಕಕ ಕಕಕಕ ಕಕಕರಕ ಕಕಕಕಕ ಕಕಕಕರ ಕಕಕಕಕ ಕಕಕಕ ಕಕರಕಕ ಕಕಕಕ ಕಕಕರಕ ಕಕಕಕಕ ಕಕಕಕರ ಕಕಕಕಕ ಕಕಕಕ ಕಕರಕಕ ಕಕಕಕ ಕಕಕರಕ ಕಕಕಕಕ ಕಕಕಕರ ಕಕಕಕಕ ಕಕಕಕ ಕಕರಕಕ ಕಕಕಕ ಕಕಕರಕ ಕಕಕಕಕ ಕಕಕಕರ ಕಕಕಕಕ ಕಕಕಕ ಕಕರಕಕ ಕಕಕಕ ಕಕಕರಕ ಕಕಕಕಕ <box>208 905 345 951</box>
dateline: ಬೆಂಗಳೂರು : <box>42 589 66 595</box>
product-name: TOP SEVEN <box>257 746 277 758</box>
article-headline-sugandhi: ಮಂಗಳ ಮುಖಿಯರು ಸ್ವಯಂ ವೃತ್ತಿ ನಡೆಸಬೇಕು! ಸುಗಂಧಿ ಗಣೇಶ್ <box>42 50 295 64</box>
photo-person <box>584 132 606 180</box>
ad-phone: 9845085793,9035282296 <box>212 866 342 876</box>
ad-subheader: ಓದುಗರ ಗಮನಕ್ಕೆ <box>202 886 352 900</box>
photo-person <box>614 126 636 180</box>
photo-sugandhi-event <box>146 70 352 192</box>
photo-person <box>374 134 396 180</box>
photo-kanaka-meeting <box>364 88 672 180</box>
article-body-kannada-wrapper <box>362 528 672 582</box>
photo-person <box>476 642 498 690</box>
